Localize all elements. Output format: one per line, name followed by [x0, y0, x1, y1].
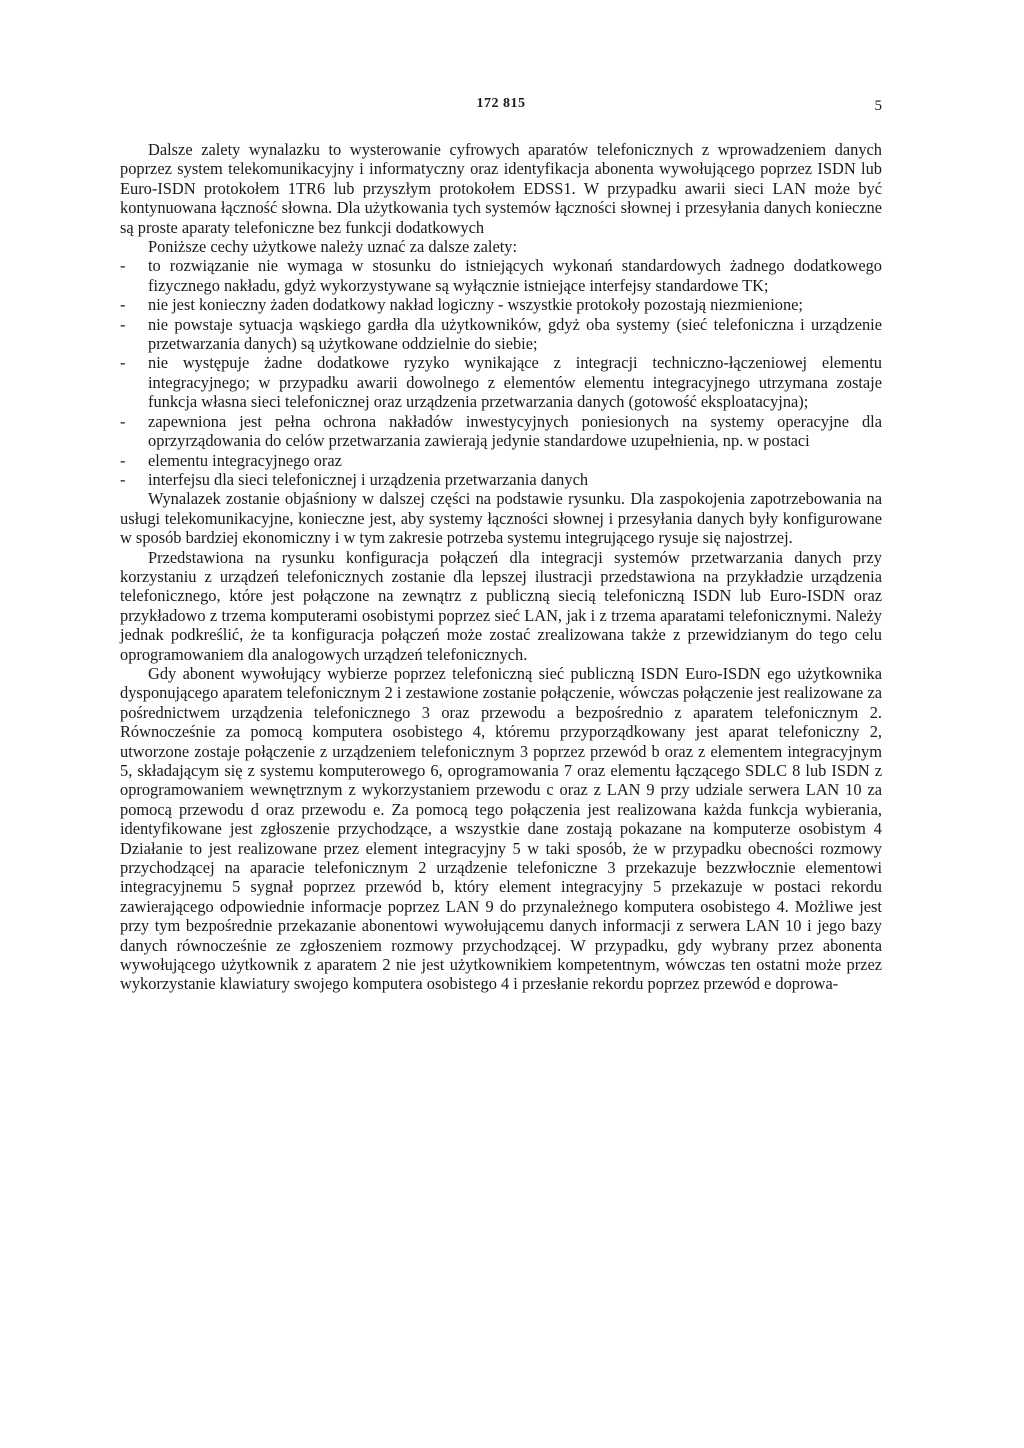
- list-item: - zapewniona jest pełna ochrona nakładów inwestycyjnych poniesionych na systemy operacyjne dla oprzyrządowania do celów przetwarzania zawierają jedynie standardowe uzupełnienia, np. w postaci: [120, 412, 882, 451]
- paragraph: Gdy abonent wywołujący wybierze poprzez telefoniczną sieć publiczną ISDN Euro-ISDN ego użytkownika dysponującego aparatem telefonicznym 2 i zestawione zostanie połączenie, wówczas połączenie jest realizowane za pośrednictwem urządzenia telefonicznego 3 oraz przewodu a bezpośrednio z aparatem telefonicznym 2. Równocześnie za pomocą komputera osobistego 4, któremu przyporządkowany jest aparat telefoniczny 2, utworzone zostaje połączenie z urządzeniem telefonicznym 3 poprzez przewód b oraz z elementem integracyjnym 5, składającym się z systemu komputerowego 6, oprogramowania 7 oraz elementu łączącego SDLC 8 lub ISDN z oprogramowaniem wewnętrznym z wykorzystaniem przewodu c oraz z LAN 9 przy udziale serwera LAN 10 za pomocą przewodu d oraz przewodu e. Za pomocą tego połączenia jest realizowana każda funkcja wybierania, identyfikowane jest zgłoszenie przychodzące, a wszystkie dane zostają pokazane na komputerze osobistym 4 Działanie to jest realizowane przez element integracyjny 5 w taki sposób, że w przypadku obecności rozmowy przychodzącej na aparacie telefonicznym 2 urządzenie telefoniczne 3 przekazuje bezzwłocznie elementowi integracyjnemu 5 sygnał poprzez przewód b, który element integracyjny 5 przekazuje w postaci rekordu zawierającego odpowiednie informacje poprzez LAN 9 do przynależnego komputera osobistego 4. Możliwe jest przy tym bezpośrednie przekazanie abonentowi wywołującemu danych informacji z serwera LAN 10 i jego bazy danych równocześnie ze zgłoszeniem rozmowy przychodzącej. W przypadku, gdy wybrany przez abonenta wywołującego użytkownik z aparatem 2 nie jest użytkownikiem kompetentnym, wówczas ten ostatni może przez wykorzystanie klawiatury swojego komputera osobistego 4 i przesłanie rekordu poprzez przewód e doprowa-: [120, 663, 882, 994]
- paragraph: Poniższe cechy użytkowe należy uznać za dalsze zalety:: [148, 237, 518, 257]
- page-header: [120, 96, 882, 118]
- list-item: - to rozwiązanie nie wymaga w stosunku do istniejących wykonań standardowych żadnego dodatkowego fizycznego nakładu, gdyż wykorzystywane są wyłącznie istniejące interfejsy standardowe TK;: [120, 256, 882, 295]
- list-item: - nie powstaje sytuacja wąskiego gardła dla użytkowników, gdyż oba systemy (sieć telefoniczna i urządzenie przetwarzania danych) są użytkowane oddzielnie do siebie;: [120, 315, 882, 354]
- list-item: - nie występuje żadne dodatkowe ryzyko wynikające z integracji techniczno-łączeniowej elementu integracyjnego; w przypadku awarii dowolnego z elementów elementu integracyjnego utrzymana zostaje funkcja własna sieci telefonicznej oraz urządzenia przetwarzania danych (gotowość eksploatacyjna);: [120, 353, 882, 411]
- paragraph: Dalsze zalety wynalazku to wysterowanie cyfrowych aparatów telefonicznych z wprowadzeniem danych poprzez system telekomunikacyjny i informatyczny oraz identyfikacja abonenta wywołującego poprzez ISDN lub Euro-ISDN protokołem 1TR6 lub przyszłym protokołem EDSS1. W przypadku awarii sieci LAN może być kontynuowana łączność słowna. Dla użytkowania tych systemów łączności słownej i przesyłania danych konieczne są proste aparaty telefoniczne bez funkcji dodatkowych: [120, 140, 882, 237]
- list-item: - nie jest konieczny żaden dodatkowy nakład logiczny - wszystkie protokoły pozostają niezmienione;: [120, 295, 882, 314]
- advantages-list: [120, 256, 882, 489]
- document-number: 172 815: [476, 96, 526, 111]
- document-body: [120, 140, 882, 994]
- paragraph: Wynalazek zostanie objaśniony w dalszej części na podstawie rysunku. Dla zaspokojenia zapotrzebowania na usługi telekomunikacyjne, konieczne jest, aby systemy łączności słownej i przesyłania danych były konfigurowane w sposób bardziej ekonomiczny i w tym zakresie potrzeba systemu integrującego rysuje się najostrzej.: [120, 489, 882, 548]
- list-item: - interfejsu dla sieci telefonicznej i urządzenia przetwarzania danych: [120, 470, 882, 489]
- page-number: 5: [874, 98, 882, 114]
- paragraph: Przedstawiona na rysunku konfiguracja połączeń dla integracji systemów przetwarzania danych przy korzystaniu z urządzeń telefonicznych zostanie dla lepszej ilustracji przedstawiona na przykładzie urządzenia telefonicznego, które jest połączone na zewnątrz z publiczną siecią telefoniczną ISDN lub Euro-ISDN oraz przykładowo z trzema komputerami osobistymi poprzez sieć LAN, jak i z trzema aparatami telefonicznymi. Należy jednak podkreślić, że ta konfiguracja połączeń może zostać zrealizowana także z przewidzianym do tego celu oprogramowaniem dla analogowych urządzeń telefonicznych.: [120, 547, 882, 664]
- list-item: - elementu integracyjnego oraz: [120, 451, 882, 470]
